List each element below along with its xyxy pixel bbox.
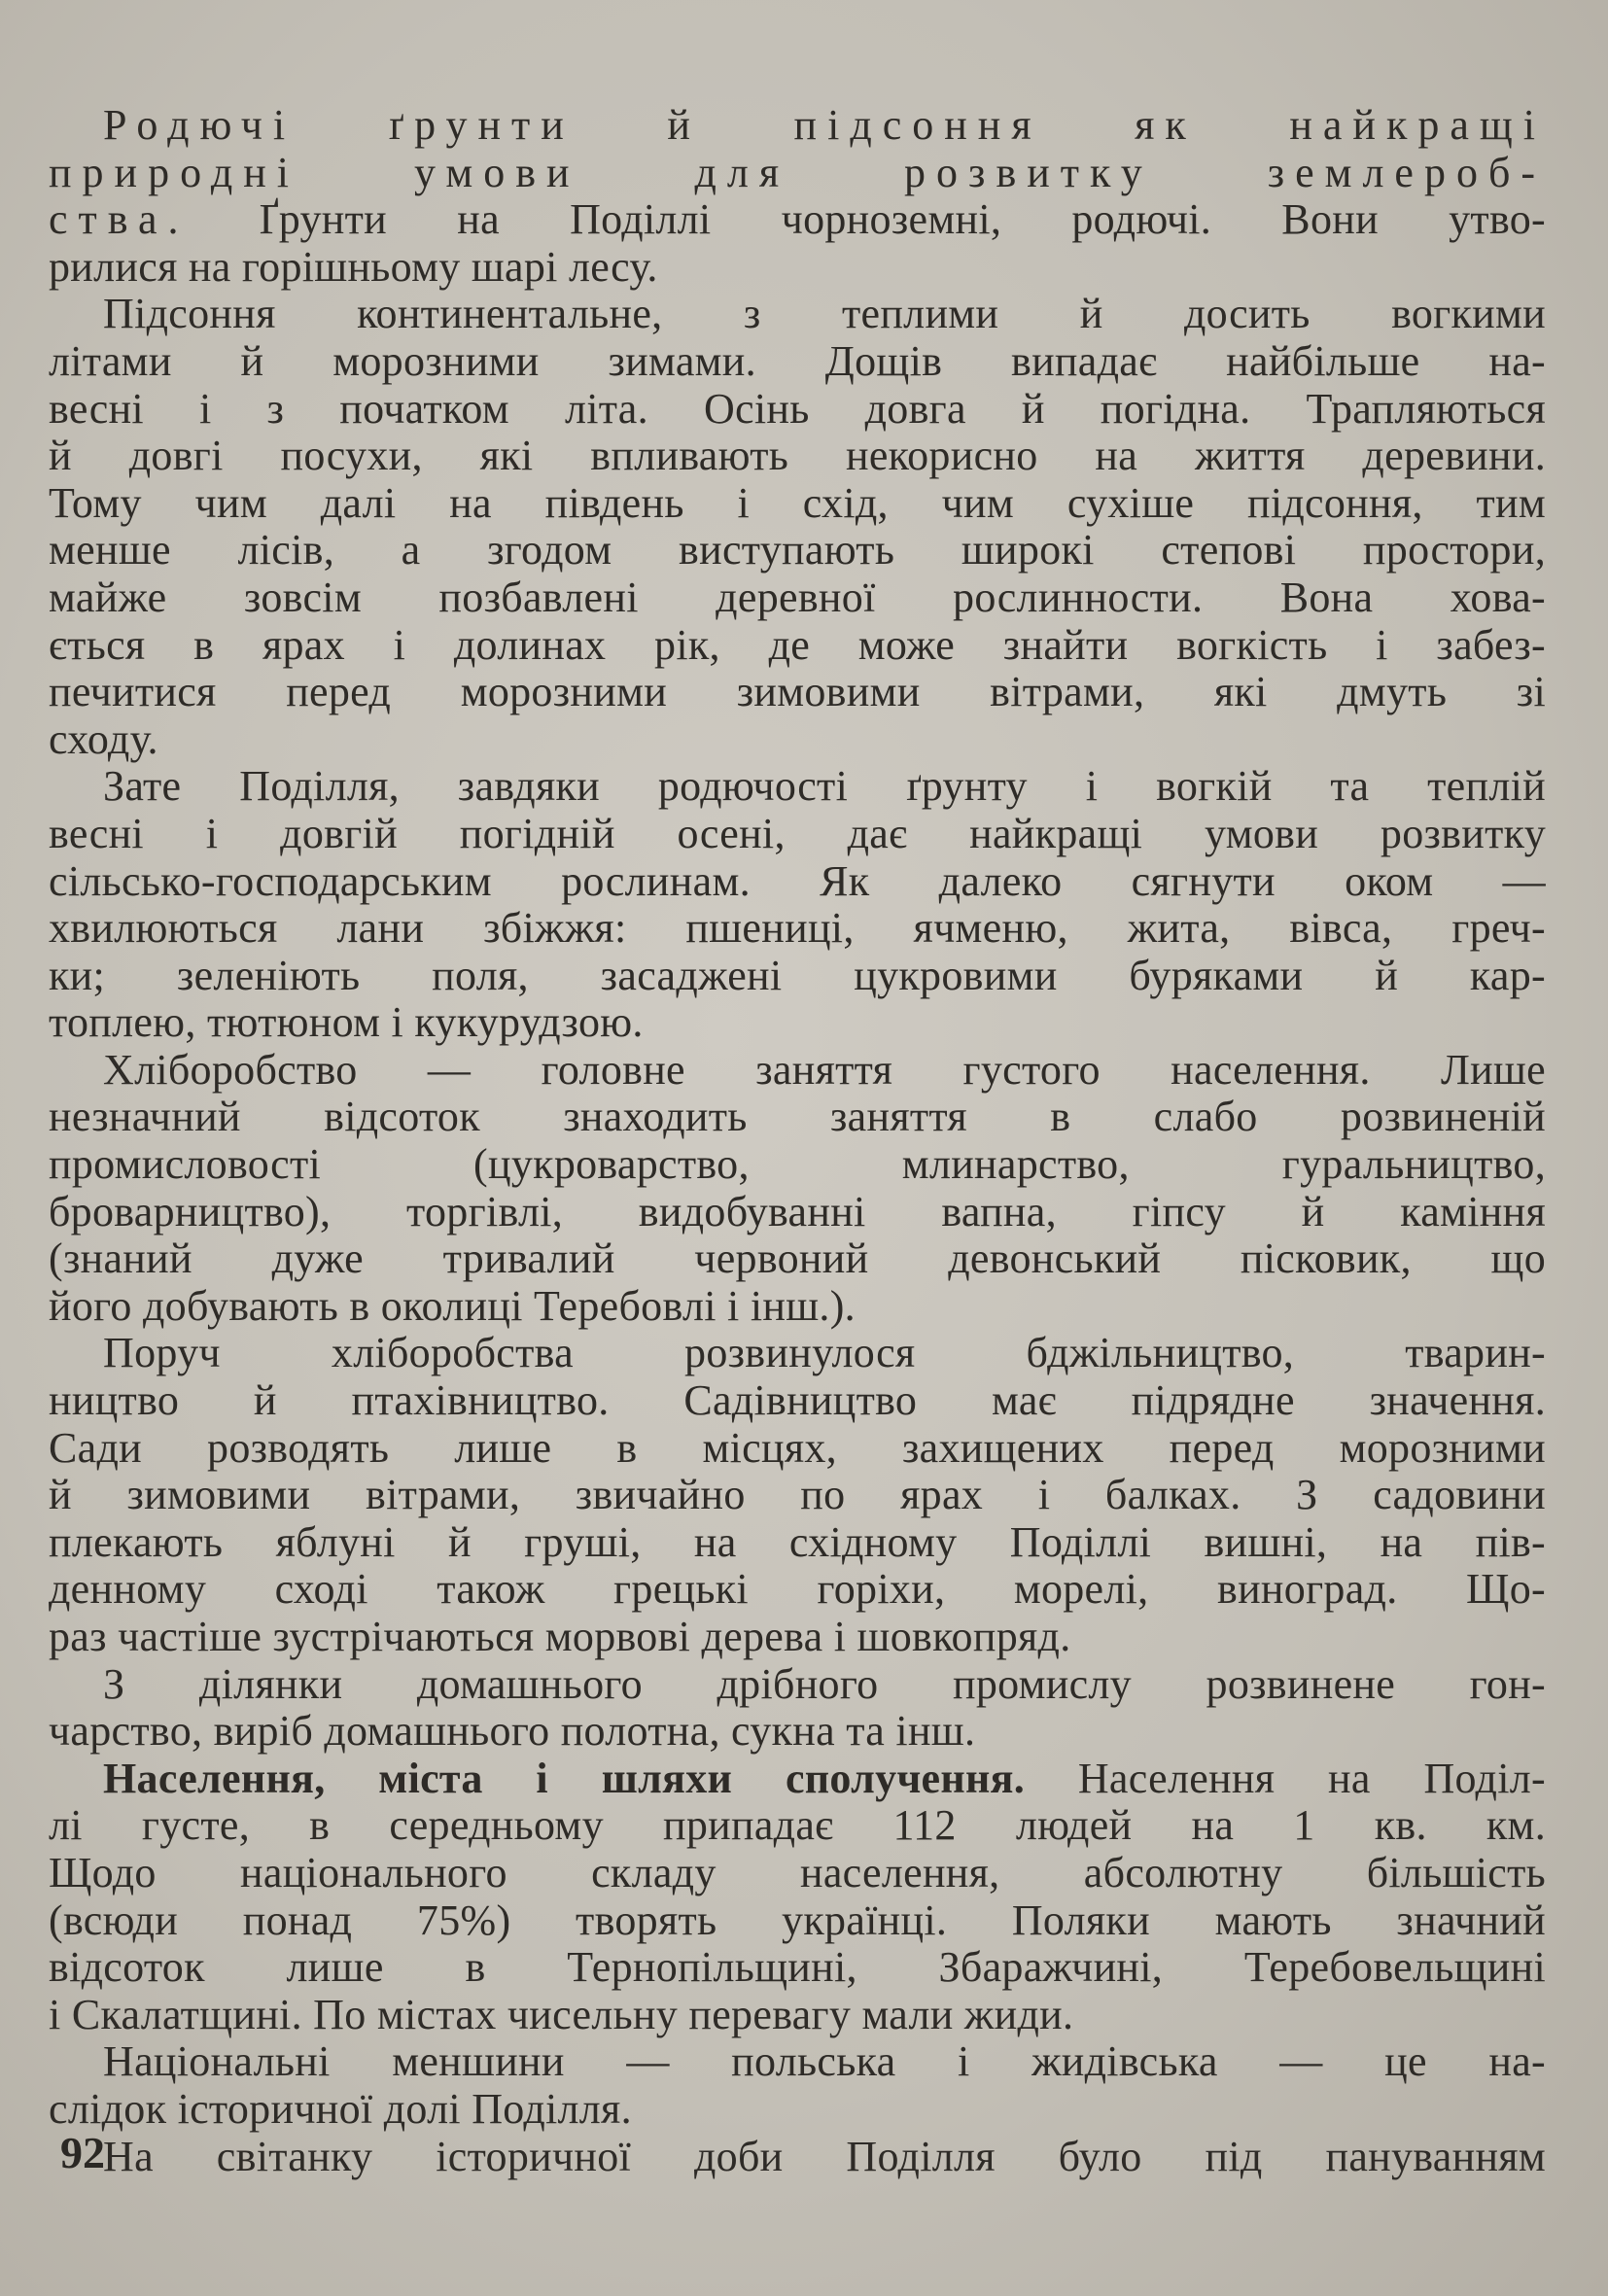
text-line: (всюди понад 75%) творять українці. Поляки мають значний <box>49 1896 1546 1944</box>
spaced-text: ства. <box>49 196 190 244</box>
text-line: хвилюються лани збіжжя: пшениці, ячменю, жита, вівса, греч- <box>49 905 1546 953</box>
section-heading: Населення, міста і шляхи сполучення. <box>103 1755 1026 1802</box>
text-line: Зате Поділля, завдяки родючості ґрунту і вогкій та теплій <box>103 763 1546 811</box>
text-line: ки; зеленіють поля, засаджені цукровими буряками й кар- <box>49 952 1546 999</box>
text-line: денному сході також грецькі горіхи, морелі, виноград. Що- <box>49 1566 1546 1614</box>
text-line: Хліборобство — головне заняття густого населення. Лише <box>103 1046 1546 1094</box>
page-number: 92 <box>60 2128 105 2177</box>
text-line: топлею, тютюном і кукурудзою. <box>49 999 644 1047</box>
text-line: промисловості (цукроварство, млинарство, гуральництво, <box>49 1141 1546 1189</box>
text-line: й довгі посухи, які впливають некорисно на життя деревини. <box>49 433 1546 480</box>
line-text: Населення на Поділ- <box>1025 1755 1546 1802</box>
text-line: плекають яблуні й груші, на східному Поділлі вишні, на пів- <box>49 1518 1546 1566</box>
paragraph <box>49 763 1546 1047</box>
text-line: (знаний дуже тривалий червоний девонський пісковик, що <box>49 1235 1546 1283</box>
text-line: природні умови для розвитку землероб- <box>49 149 1546 196</box>
text-line: раз частіше зустрічаються морвові дерева і шовкопряд. <box>49 1614 1071 1660</box>
paragraph <box>49 1756 1546 2039</box>
text-line: сільсько-господарським рослинам. Як далеко сягнути оком — <box>49 857 1546 905</box>
text-line: й зимовими вітрами, звичайно по ярах і балках. З садовини <box>49 1472 1546 1519</box>
text-line: броварництво), торгівлі, видобуванні вапна, гіпсу й каміння <box>49 1188 1546 1235</box>
paragraph <box>49 1047 1546 1331</box>
text-line: чарство, виріб домашнього полотна, сукна та інш. <box>49 1708 976 1756</box>
paragraph <box>49 291 1546 763</box>
text-line: рилися на горішньому шарі лесу. <box>49 243 658 291</box>
text-line: сходу. <box>49 715 158 763</box>
text-line: ництво й птахівництво. Садівництво має підрядне значення. <box>49 1377 1546 1425</box>
text-line: майже зовсім позбавлені деревної рослинности. Вона хова- <box>49 574 1546 621</box>
page-text <box>49 102 1546 2180</box>
text-line: весні і довгій погідній осені, дає найкращі умови розвитку <box>49 810 1546 857</box>
text-line: Тому чим далі на південь і схід, чим сухіше підсоння, тим <box>49 479 1546 527</box>
text-line: З ділянки домашнього дрібного промислу розвинене гон- <box>103 1660 1546 1708</box>
paragraph <box>49 1330 1546 1660</box>
text-line: незначний відсоток знаходить заняття в слабо розвиненій <box>49 1094 1546 1141</box>
text-line: літами й морозними зимами. Дощів випадає найбільше на- <box>49 337 1546 385</box>
paragraph <box>49 102 1546 291</box>
text-line: Підсоння континентальне, з теплими й досить вогкими <box>103 291 1546 338</box>
text-line: лі густе, в середньому припадає 112 людей на 1 кв. км. <box>49 1802 1546 1850</box>
text-line: Поруч хліборобства розвинулося бджільництво, тварин- <box>103 1330 1546 1377</box>
paragraph <box>49 1661 1546 1756</box>
text-line <box>49 196 1546 244</box>
text-line <box>49 1756 1546 1803</box>
text-line: На світанку історичної доби Поділля було під пануванням <box>103 2133 1546 2180</box>
text-line: слідок історичної долі Поділля. <box>49 2085 632 2133</box>
text-line: Національні меншини — польська і жидівська — це на- <box>103 2038 1546 2086</box>
text-line: його добувають в околиці Теребовлі і інш.). <box>49 1282 856 1330</box>
text-line: Сади розводять лише в місцях, захищених перед морозними <box>49 1424 1546 1472</box>
text-line: менше лісів, а згодом виступають широкі степові простори, <box>49 527 1546 574</box>
paragraph <box>49 2038 1546 2133</box>
text-line: весні і з початком літа. Осінь довга й погідна. Трапляються <box>49 385 1546 433</box>
text-line: Щодо національного складу населення, абсолютну більшість <box>49 1849 1546 1896</box>
text-line: Родючі ґрунти й підсоння як найкращі <box>103 102 1546 149</box>
text-line: відсоток лише в Тернопільщині, Збаражчині, Теребовельщині <box>49 1944 1546 1992</box>
text-line: печитися перед морозними зимовими вітрами, які дмуть зі <box>49 669 1546 716</box>
text-line: ється в ярах і долинах рік, де може знайти вогкість і забез- <box>49 621 1546 669</box>
paragraph <box>49 2134 1546 2181</box>
line-text: Ґрунти на Поділлі чорноземні, родючі. Вони утво- <box>189 196 1546 244</box>
text-line: і Скалатщині. По містах чисельну перевагу мали жиди. <box>49 1991 1074 2038</box>
